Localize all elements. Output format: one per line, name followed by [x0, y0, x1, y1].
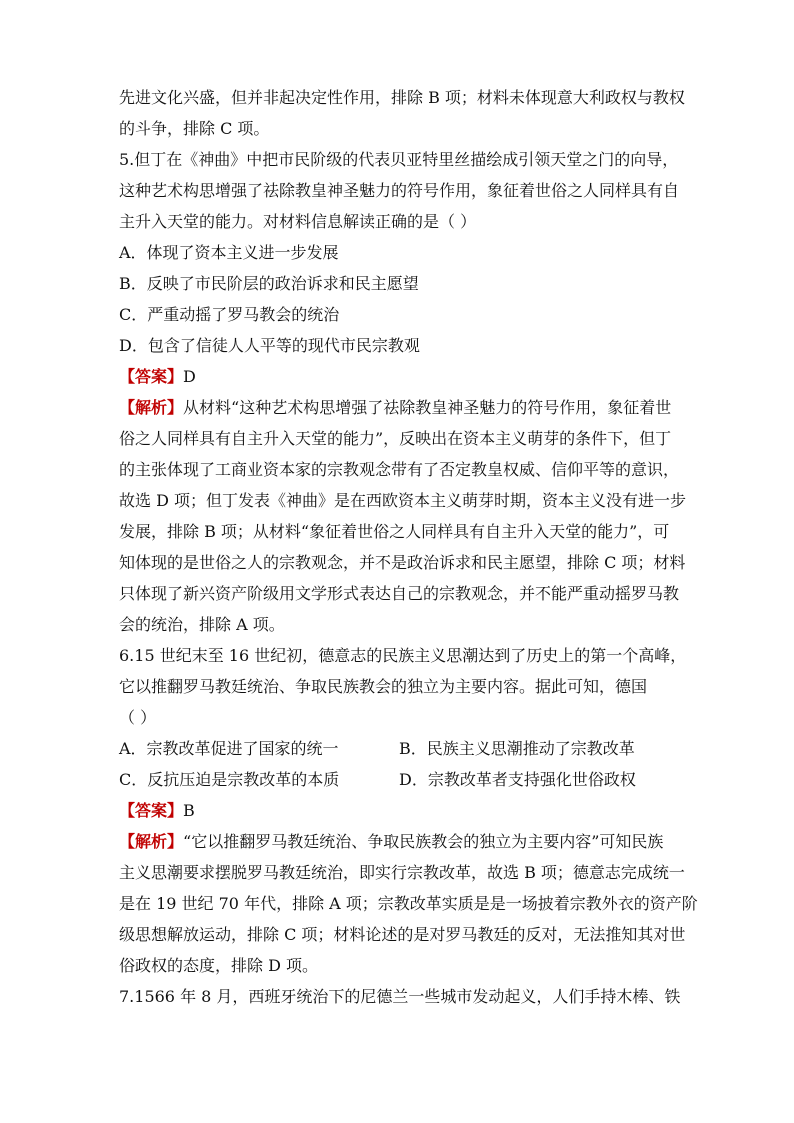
answer-value: D — [183, 367, 196, 386]
analysis-line: 是在 19 世纪 70 年代，排除 A 项；宗教改革实质是是一场披着宗教外衣的资产阶 — [119, 894, 698, 913]
option-c: C．反抗压迫是宗教改革的本质 — [119, 770, 340, 789]
options-row — [119, 733, 679, 764]
analysis-line — [119, 392, 679, 423]
question-stem-line: 5.但丁在《神曲》中把市民阶级的代表贝亚特里丝描绘成引领天堂之门的向导， — [119, 150, 679, 169]
answer-tag: 【答案】 — [119, 367, 184, 386]
analysis-line: 俗政权的态度，排除 D 项。 — [119, 956, 319, 975]
answer-line — [119, 795, 679, 826]
option-d: D．包含了信徒人人平等的现代市民宗教观 — [119, 336, 420, 355]
document-page — [119, 82, 698, 1012]
analysis-line — [119, 826, 679, 857]
analysis-line: 俗之人同样具有自主升入天堂的能力”，反映出在资本主义萌芽的条件下，但丁 — [119, 429, 672, 448]
analysis-text: “它以推翻罗马教廷统治、争取民族教会的独立为主要内容”可知民族 — [183, 832, 664, 851]
option-b: B．民族主义思潮推动了宗教改革 — [399, 739, 635, 758]
analysis-line: 只体现了新兴资产阶级用文学形式表达自己的宗教观念，并不能严重动摇罗马教 — [119, 584, 680, 603]
answer-value: B — [183, 801, 195, 820]
question-6 — [119, 640, 698, 981]
analysis-line: 知体现的是世俗之人的宗教观念，并不是政治诉求和民主愿望，排除 C 项；材料 — [119, 553, 686, 572]
analysis-line: 的主张体现了工商业资本家的宗教观念带有了否定教皇权威、信仰平等的意识， — [119, 460, 680, 479]
text-line: 的斗争，排除 C 项。 — [119, 119, 270, 138]
analysis-line: 会的统治，排除 A 项。 — [119, 615, 285, 634]
question-7 — [119, 981, 679, 1012]
analysis-line: 主义思潮要求摆脱罗马教廷统治，即实行宗教改革，故选 B 项；德意志完成统一 — [119, 863, 685, 882]
analysis-tag: 【解析】 — [119, 398, 184, 417]
analysis-line: 故选 D 项；但丁发表《神曲》是在西欧资本主义萌芽时期，资本主义没有进一步 — [119, 491, 687, 510]
question-stem-line: （ ） — [119, 708, 157, 727]
answer-tag: 【答案】 — [119, 801, 184, 820]
question-stem-line: 它以推翻罗马教廷统治、争取民族教会的独立为主要内容。据此可知，德国 — [119, 677, 648, 696]
option-a: A．体现了资本主义进一步发展 — [119, 243, 339, 262]
analysis-line: 级思想解放运动，排除 C 项；材料论述的是对罗马教廷的反对，无法推知其对世 — [119, 925, 686, 944]
options-row — [119, 764, 679, 795]
answer-line — [119, 361, 679, 392]
option-c: C．严重动摇了罗马教会的统治 — [119, 305, 340, 324]
question-stem-line: 这种艺术构思增强了祛除教皇神圣魅力的符号作用，象征着世俗之人同样具有自 — [119, 181, 680, 200]
analysis-tag: 【解析】 — [119, 832, 184, 851]
analysis-line: 发展，排除 B 项；从材料“象征着世俗之人同样具有自主升入天堂的能力”，可 — [119, 522, 670, 541]
question-5 — [119, 144, 687, 640]
analysis-text: 从材料“这种艺术构思增强了祛除教皇神圣魅力的符号作用，象征着世 — [183, 398, 672, 417]
text-line: 先进文化兴盛，但并非起决定性作用，排除 B 项；材料未体现意大利政权与教权 — [119, 88, 685, 107]
question-stem-line: 6.15 世纪末至 16 世纪初，德意志的民族主义思潮达到了历史上的第一个高峰， — [119, 646, 687, 665]
option-a: A．宗教改革促进了国家的统一 — [119, 739, 339, 758]
question-stem-line: 7.1566 年 8 月，西班牙统治下的尼德兰一些城市发动起义，人们手持木棒、铁 — [119, 987, 681, 1006]
question-stem-line: 主升入天堂的能力。对材料信息解读正确的是（ ） — [119, 212, 477, 231]
option-b: B．反映了市民阶层的政治诉求和民主愿望 — [119, 274, 419, 293]
option-d: D．宗教改革者支持强化世俗政权 — [399, 770, 636, 789]
